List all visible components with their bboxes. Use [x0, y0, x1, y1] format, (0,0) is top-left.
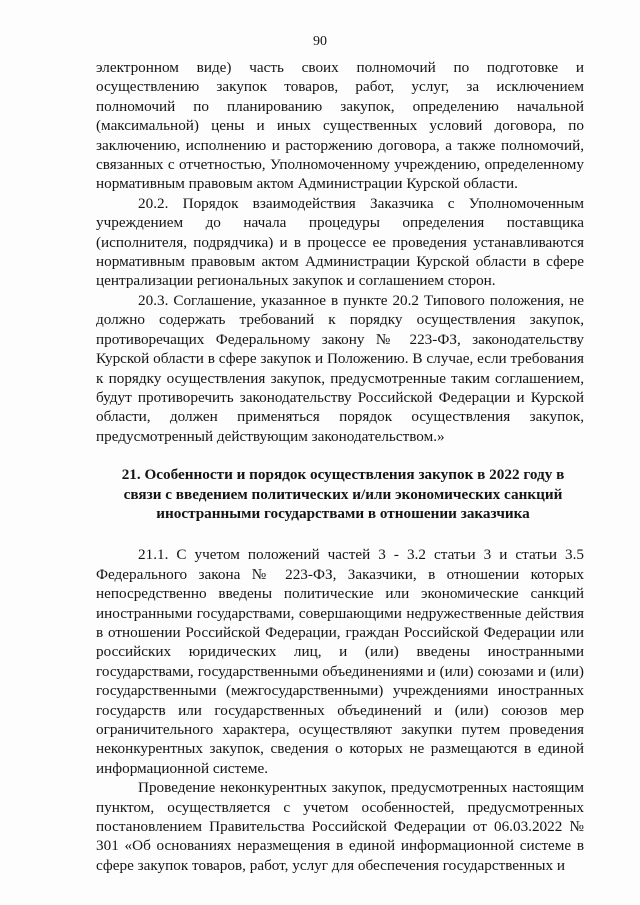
paragraph-non-competitive-procurement: Проведение неконкурентных закупок, предусмотренных настоящим пунктом, осуществляется с учетом особенностей, предусмотренных постановлением Правительства Российской Федерации от 06.03.2022 № 301 «Об основаниях неразмещения в единой информационной системе в сфере закупок товаров, работ, услуг для обеспечения государственных и — [96, 779, 584, 874]
paragraph-21-1: 21.1. С учетом положений частей 3 - 3.2 статьи 3 и статьи 3.5 Федерального закона № 223-ФЗ, Заказчики, в отношении которых непосредственно введены политические или экономические санкций иностранными государствами, совершающими недружественные действия в отношении Российской Федерации, граждан Российской Федерации или российских юридических лиц, и (или) введены иностранными государствами, государственными объединениями и (или) союзами и (или) государственными (межгосударственными) учреждениями иностранных государств или государственных объединений и (или) союзов мер ограничительного характера, осуществляют закупки путем проведения неконкурентных закупок, сведения о которых не размещаются в единой информационной системе. — [96, 546, 584, 777]
paragraph-continued: электронном виде) часть своих полномочий по подготовке и осуществлению закупок товаров, работ, услуг, за исключением полномочий по планированию закупок, определению начальной (максимальной) цены и иных существенных условий договора, по заключению, исполнению и расторжению договора, а также полномочий, связанных с отчетностью, Уполномоченному учреждению, определенному нормативным правовым актом Администрации Курской области. — [96, 59, 584, 193]
section-heading-21: 21. Особенности и порядок осуществления закупок в 2022 году в связи с введением политических и/или экономических санкций иностранными государствами в отношении заказчика — [121, 466, 565, 522]
page-number: 90 — [313, 34, 327, 49]
paragraph-20-2: 20.2. Порядок взаимодействия Заказчика с Уполномоченным учреждением до начала процедуры определения поставщика (исполнителя, подрядчика) и в процессе ее проведения устанавливаются нормативным правовым актом Администрации Курской области в сфере централизации региональных закупок и соглашением сторон. — [96, 194, 584, 290]
document-body — [96, 58, 584, 875]
paragraph-20-3: 20.3. Соглашение, указанное в пункте 20.2 Типового положения, не должно содержать требований к порядку осуществления закупок, противоречащих Федеральному закону № 223-ФЗ, законодательству Курской области в сфере закупок и Положению. В случае, если требования к порядку осуществления закупок, предусмотренные таким соглашением, будут противоречить законодательству Российской Федерации и Курской области, должен применяться порядок осуществления закупок, предусмотренный действующим законодательством.» — [96, 291, 584, 445]
